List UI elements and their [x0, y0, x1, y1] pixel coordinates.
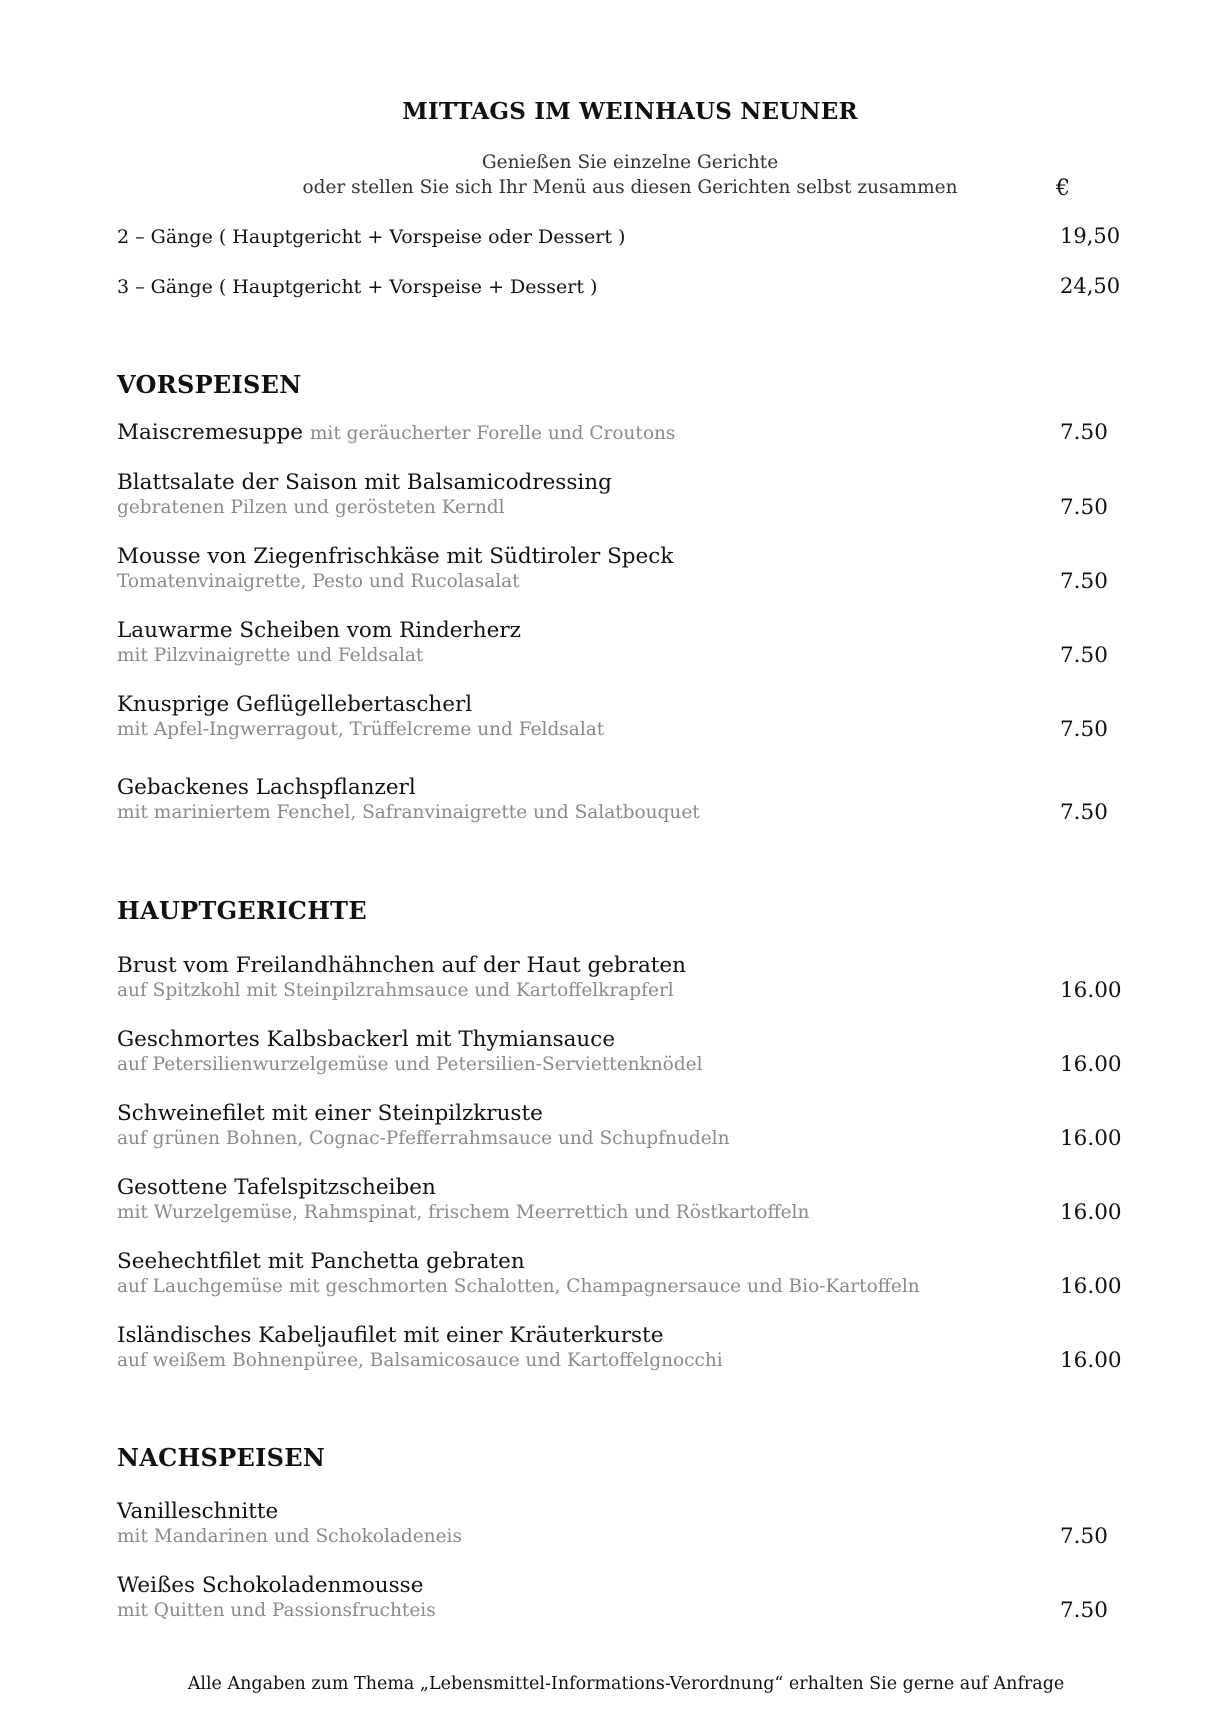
- dish-name: Brust vom Freilandhähnchen auf der Haut gebraten: [117, 953, 686, 978]
- dish-name: Vanilleschnitte: [117, 1499, 279, 1524]
- dish-description: mit Quitten und Passionsfruchteis: [117, 1600, 436, 1621]
- dish-price: 16.00: [1060, 978, 1122, 1003]
- dish-price: 7.50: [1060, 420, 1108, 445]
- dish-description: Tomatenvinaigrette, Pesto und Rucolasalat: [117, 571, 520, 592]
- intro-line-2: oder stellen Sie sich Ihr Menü aus diesen Gerichten selbst zusammen: [302, 177, 958, 198]
- dish-name: Seehechtfilet mit Panchetta gebraten: [117, 1249, 525, 1274]
- dish-description: mit Apfel-Ingwerragout, Trüffelcreme und Feldsalat: [117, 719, 605, 740]
- dish-price: 7.50: [1060, 569, 1108, 594]
- dish-description: mit geräucherter Forelle und Croutons: [309, 423, 676, 444]
- dish-name: Mousse von Ziegenfrischkäse mit Südtiroler Speck: [117, 544, 674, 569]
- combo-two-courses: 2 – Gänge ( Hauptgericht + Vorspeise oder Dessert ): [117, 226, 626, 248]
- section-heading-hauptgerichte: HAUPTGERICHTE: [117, 896, 367, 925]
- dish-price: 7.50: [1060, 717, 1108, 742]
- combo-three-courses: 3 – Gänge ( Hauptgericht + Vorspeise + Dessert ): [117, 276, 598, 298]
- section-heading-vorspeisen: VORSPEISEN: [117, 370, 302, 399]
- dish-price: 7.50: [1060, 1524, 1108, 1549]
- dish-name: Knusprige Geflügellebertascherl: [117, 692, 473, 717]
- dish-name: Maiscremesuppe: [117, 420, 304, 445]
- dish-name: Weißes Schokoladenmousse: [117, 1573, 424, 1598]
- dish-description: gebratenen Pilzen und gerösteten Kerndl: [117, 497, 505, 518]
- dish-price: 7.50: [1060, 643, 1108, 668]
- dish-name: Schweinefilet mit einer Steinpilzkruste: [117, 1101, 543, 1126]
- combo-two-courses-price: 19,50: [1060, 224, 1121, 248]
- intro-line-1: Genießen Sie einzelne Gerichte: [481, 152, 779, 173]
- dish-name: Isländisches Kabeljaufilet mit einer Kräuterkurste: [117, 1323, 664, 1348]
- dish-price: 16.00: [1060, 1274, 1122, 1299]
- dish-description: auf Petersilienwurzelgemüse und Petersilien-Serviettenknödel: [117, 1054, 703, 1075]
- dish-description: auf Lauchgemüse mit geschmorten Schalotten, Champagnersauce und Bio-Kartoffeln: [117, 1276, 920, 1297]
- dish-description: auf Spitzkohl mit Steinpilzrahmsauce und Kartoffelkrapferl: [117, 980, 674, 1001]
- dish-description: auf weißem Bohnenpüree, Balsamicosauce und Kartoffelgnocchi: [117, 1350, 723, 1371]
- dish-name: Gesottene Tafelspitzscheiben: [117, 1175, 436, 1200]
- dish-name: Gebackenes Lachspflanzerl: [117, 775, 416, 800]
- allergen-notice-footer: Alle Angaben zum Thema „Lebensmittel-Informations-Verordnung“ erhalten Sie gerne auf Anfrage: [187, 1674, 1065, 1694]
- page-title: MITTAGS IM WEINHAUS NEUNER: [402, 98, 858, 125]
- section-heading-nachspeisen: NACHSPEISEN: [117, 1443, 326, 1472]
- dish-name: Blattsalate der Saison mit Balsamicodressing: [117, 470, 612, 495]
- dish-price: 7.50: [1060, 1598, 1108, 1623]
- dish-description: mit Pilzvinaigrette und Feldsalat: [117, 645, 424, 666]
- dish-description: mit Wurzelgemüse, Rahmspinat, frischem Meerrettich und Röstkartoffeln: [117, 1202, 810, 1223]
- dish-price: 16.00: [1060, 1348, 1122, 1373]
- dish-price: 7.50: [1060, 495, 1108, 520]
- currency-symbol: €: [1056, 176, 1070, 201]
- dish-description: auf grünen Bohnen, Cognac-Pfefferrahmsauce und Schupfnudeln: [117, 1128, 730, 1149]
- dish-description: mit mariniertem Fenchel, Safranvinaigrette und Salatbouquet: [117, 802, 700, 823]
- dish-name: Lauwarme Scheiben vom Rinderherz: [117, 618, 521, 643]
- dish-name: Geschmortes Kalbsbackerl mit Thymiansauce: [117, 1027, 616, 1052]
- combo-three-courses-price: 24,50: [1060, 274, 1121, 298]
- dish-price: 16.00: [1060, 1052, 1122, 1077]
- dish-price: 16.00: [1060, 1126, 1122, 1151]
- dish-price: 16.00: [1060, 1200, 1122, 1225]
- dish-price: 7.50: [1060, 800, 1108, 825]
- dish-description: mit Mandarinen und Schokoladeneis: [117, 1526, 462, 1547]
